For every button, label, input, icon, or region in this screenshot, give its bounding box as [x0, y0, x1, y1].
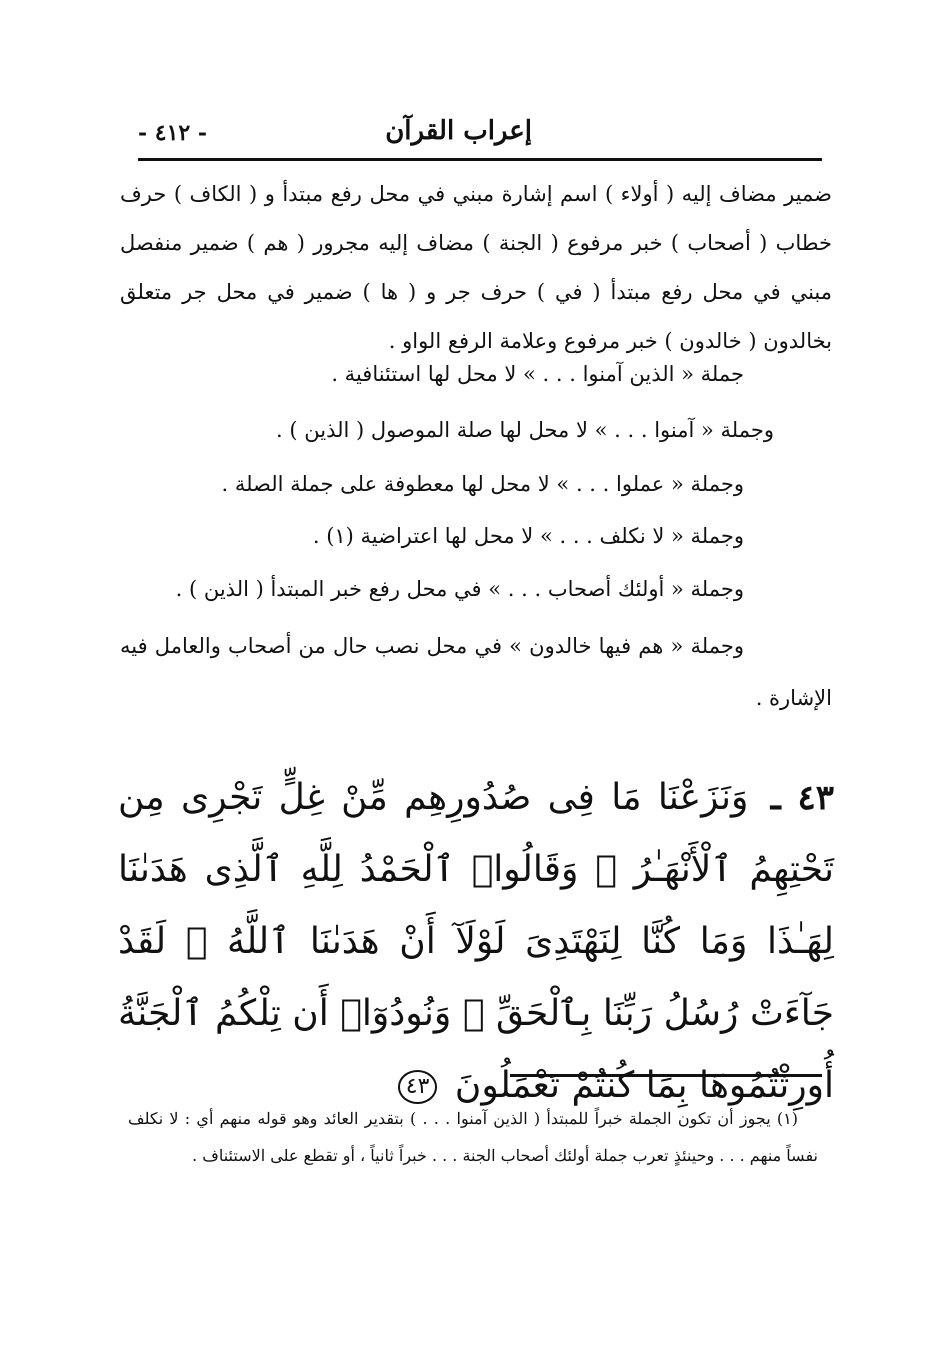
footnote: [128, 1100, 818, 1174]
footnote-text: (١) يجوز أن تكون الجملة خبراً للمبتدأ ( الذين آمنوا . . . ) بتقدير العائد وهو قوله منهم أي : لا نكلف نفساً منهم . . . وحينئذٍ تعرب جملة أولئك أصحاب الجنة . . . خبراً ثانياً ، أو تقطع على الاستئناف .: [128, 1109, 818, 1165]
quran-verse: [118, 762, 834, 1122]
ayah-end-mark: ٤٣: [398, 1070, 438, 1104]
page-header: [138, 112, 822, 156]
verse-number: ٤٣ ـ: [770, 778, 834, 818]
clause-item: وجملة « لا نكلف . . . » لا محل لها اعتراضية (١) .: [312, 524, 744, 548]
body-paragraph-text: ضمير مضاف إليه ( أولاء ) اسم إشارة مبني في محل رفع مبتدأ و ( الكاف ) حرف خطاب ( أصحاب ) خبر مرفوع ( الجنة ) مضاف إليه مجرور ( هم ) ضمير منفصل مبني في محل رفع مبتدأ ( في ) حرف جر و ( ها ) ضمير في محل جر متعلق بخالدون ( خالدون ) خبر مرفوع وعلامة الرفع الواو .: [120, 182, 832, 353]
clause-item: وجملة « هم فيها خالدون » في محل نصب حال من أصحاب والعامل فيه الإشارة .: [120, 634, 832, 710]
clause-item: وجملة « أولئك أصحاب . . . » في محل رفع خبر المبتدأ ( الذين ) .: [175, 577, 744, 601]
footnote-rule: [510, 1074, 822, 1077]
header-rule: [138, 158, 822, 161]
page-number: - ٤١٢ -: [138, 120, 208, 146]
clause-item: وجملة « آمنوا . . . » لا محل لها صلة الموصول ( الذين ) .: [276, 418, 774, 442]
body-paragraph: [120, 170, 832, 366]
clause-item: جملة « الذين آمنوا . . . » لا محل لها استئنافية .: [331, 362, 744, 386]
clause-item: وجملة « عملوا . . . » لا محل لها معطوفة على جملة الصلة .: [221, 472, 744, 496]
running-title: إعراب القرآن: [385, 116, 532, 146]
verse-text: وَنَزَعْنَا مَا فِى صُدُورِهِم مِّنْ غِلٍّ تَجْرِى مِن تَحْتِهِمُ ٱلْأَنْهَـٰرُ ۖ وَقَالُوا۟ ٱلْحَمْدُ لِلَّهِ ٱلَّذِى هَدَىٰنَا لِهَـٰذَا وَمَا كُنَّا لِنَهْتَدِىَ لَوْلَآ أَنْ هَدَىٰنَا ٱللَّهُ ۖ لَقَدْ جَآءَتْ رُسُلُ رَبِّنَا بِٱلْحَقِّ ۖ وَنُودُوٓا۟ أَن تِلْكُمُ ٱلْجَنَّةُ أُورِثْتُمُوهَا بِمَا كُنتُمْ تَعْمَلُونَ: [118, 777, 834, 1106]
